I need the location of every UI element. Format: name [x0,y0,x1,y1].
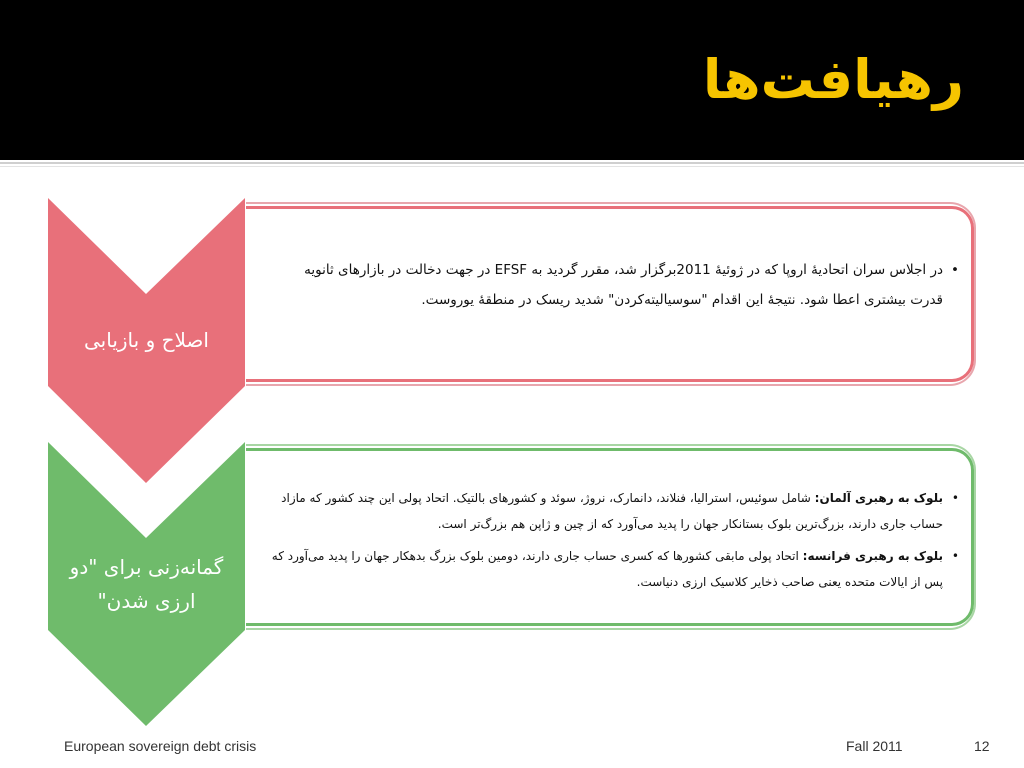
chevron-reform-label: اصلاح و بازیابی [84,328,209,352]
chevron-reform [48,198,245,483]
header-divider [0,162,1024,164]
bullet-item [260,543,959,595]
bullet-icon: • [951,491,959,505]
reform-bullets [246,209,971,315]
footer-title: European sovereign debt crisis [64,738,257,754]
slide-header [0,0,1024,160]
speculation-box [246,448,974,626]
bullet-icon: • [951,262,959,278]
footer-date: Fall 2011 [846,738,903,754]
bullet-item [260,485,959,537]
bullet-bold-lead: بلوک به رهبری فرانسه: [802,549,943,563]
reform-box [246,206,974,382]
bullet-item [268,255,959,315]
bullet-bold-lead: بلوک به رهبری آلمان: [814,491,943,505]
bullet-text: در اجلاس سران اتحادیهٔ اروپا که در ژوئیهٔ 2011برگزار شد، مقرر گردید به EFSF در جهت دخالت در بازارهای ثانویه قدرت بیشتری اعطا شود. نتیجهٔ این اقدام "سوسیالیته‌کردن" شدید ریسک در منطقهٔ یوروست. [304,262,943,308]
bullet-text: شامل سوئیس، استرالیا، فنلاند، دانمارک، نروژ، سوئد و کشورهای بالتیک. اتحاد پولی این چند کشور که مازاد حساب جاری دارند، بزرگ‌ترین بلوک بستانکار جهان را پدید می‌آورد که از چین و ژاپن هم بزرگ‌تر است. [281,491,943,531]
header-divider-thin [0,166,1024,167]
page-number: 12 [974,738,990,754]
bullet-icon: • [951,549,959,563]
bullet-text: اتحاد پولی مابقی کشورها که کسری حساب جاری دارند، دومین بلوک بزرگ بدهکار جهان را پدید می‌آورد که پس از ایالات متحده یعنی صاحب ذخایر کلاسیک ارزی دنیاست. [271,549,943,589]
slide-title: رهیافت‌ها [702,48,964,111]
chevron-speculation [48,442,245,726]
speculation-bullets [246,451,971,595]
chevron-speculation-label: گمانه‌زنی برای "دو ارزی شدن" [69,555,224,613]
